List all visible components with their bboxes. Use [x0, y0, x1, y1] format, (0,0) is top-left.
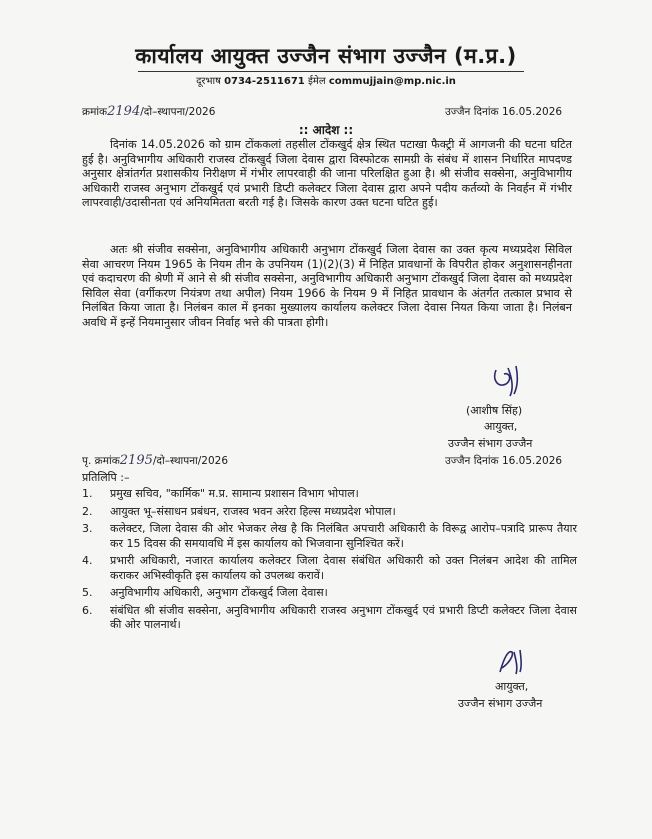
title-underline [138, 71, 524, 72]
list-item-text: संबंधित श्री संजीव सक्सेना, अनुविभागीय अधिकारी राजस्व अनुभाग टोंकखुर्द एवं प्रभारी डिप्टी कलेक्टर जिला देवास की ओर पालनार्थ। [110, 603, 577, 631]
list-item-number: 6. [82, 603, 93, 617]
order-ref-suffix: /दो–स्थापना/2026 [140, 106, 216, 118]
commissioner-signature [488, 364, 528, 400]
order-date-value: 16.05.2026 [501, 106, 563, 118]
copy-signatory-title: आयुक्त, [495, 680, 529, 693]
signatory-title: आयुक्त, [484, 420, 518, 433]
copy-date-label: उज्जैन दिनांक [445, 455, 499, 467]
list-item-text: कलेक्टर, जिला देवास की ओर भेजकर लेख है कि निलंबित अपचारी अधिकारी के विरूद्व आरोप–पत्रादि प्रारूप तैयार कर 15 दिवस की समयावधि में इस कार्यालय को भिजवाना सुनिश्चित करें। [110, 522, 577, 550]
list-item-text: प्रमुख सचिव, "कार्मिक" म.प्र. सामान्य प्रशासन विभाग भोपाल। [110, 487, 359, 500]
order-date-label: उज्जैन दिनांक [445, 106, 499, 118]
list-item-number: 4. [82, 554, 93, 567]
copy-list [82, 487, 577, 633]
list-item-text: अनुविभागीय अधिकारी, अनुभाग टोंकखुर्द जिला देवास। [110, 586, 328, 599]
office-title: कार्यालय आयुक्त उज्जैन संभाग उज्जैन (म.प्र.) [135, 44, 517, 68]
list-item-text: आयुक्त भू–संसाधन प्रबंधन, राजस्व भवन अरेरा हिल्स मध्यप्रदेश भोपाल। [110, 504, 396, 518]
list-item [82, 487, 577, 502]
copy-ref-prefix: पृ. क्रमांक [82, 455, 120, 467]
email-address: commujjain@mp.nic.in [328, 76, 456, 87]
copy-ref [82, 453, 228, 468]
signatory-office: उज्जैन संभाग उज्जैन [448, 437, 533, 450]
order-ref-number: 2194 [107, 104, 141, 119]
email-label: ईमेल [307, 76, 326, 87]
order-date [445, 105, 562, 119]
list-item [82, 554, 577, 583]
list-item [82, 505, 577, 520]
order-paragraph-1: दिनांक 14.05.2026 को ग्राम टोंककलां तहसील टोंकखुर्द क्षेत्र स्थित पटाखा फैक्ट्री में आगजनी की घटना घटित हुई है। अनुविभागीय अधिकारी राजस्व टोंकखुर्द जिला देवास द्वारा विस्फोटक सामग्री के संबंध में शासन निर्धारित मापदण्ड अनुसार क्षेत्रांतर्गत प्रशासकीय निरीक्षण में गंभीर लापरवाही की जाना परिलक्षित हुआ है। श्री संजीव सक्सेना, अनुविभागीय अधिकारी राजस्व अनुभाग टोंकखुर्द एवं प्रभारी डिप्टी कलेक्टर जिला देवास द्वारा अपने पदीय कर्तव्यो के निवर्हन में गंभीर लापरवाही/उदासीनता एवं अनियमितता बरती गई है। जिसके कारण उक्त घटना घटित हुई। [82, 138, 572, 210]
contact-line [0, 73, 652, 87]
order-paragraph-2: अतः श्री संजीव सक्सेना, अनुविभागीय अधिकारी अनुभाग टोंकखुर्द जिला देवास का उक्त कृत्य मध्यप्रदेश सिविल सेवा आचरण नियम 1965 के नियम तीन के उपनियम (1)(2)(3) में निहित प्रावधानों के विपरीत होकर अनुशासनहीनता एवं कदाचरण की श्रेणी में आने से श्री संजीव सक्सेना, अनुविभागीय अधिकारी अनुभाग टोंकखुर्द जिला देवास को मध्यप्रदेश सिविल सेवा (वर्गीकरण नियंत्रण तथा अपील) नियम 1966 के नियम 9 में निहित प्रावधान के अंतर्गत तत्काल प्रभाव से निलंबित किया जाता है। निलंबन काल में इनका मुख्यालय कार्यालय कलेक्टर जिला देवास नियत किया जाता है। निलंबन अवधि में इन्हें नियमानुसार जीवन निर्वाह भत्ते की पात्रता होगी। [82, 243, 572, 329]
copy-date [445, 454, 562, 468]
list-item-text: प्रभारी अधिकारी, नजारत कार्यालय कलेक्टर जिला देवास संबंधित अधिकारी को उक्त निलंबन आदेश की तामिल कराकर अभिस्वीकृति इस कार्यालय को उपलब्ध करावें। [110, 554, 577, 582]
copy-ref-suffix: /दो–स्थापना/2026 [152, 455, 229, 467]
order-heading: :: आदेश :: [298, 123, 354, 137]
list-item-number: 1. [82, 487, 93, 500]
order-ref-prefix: क्रमांक [82, 106, 108, 118]
order-ref [82, 104, 215, 119]
list-item-number: 2. [82, 504, 93, 518]
list-item [82, 604, 577, 633]
copy-signatory-office: उज्जैन संभाग उज्जैन [458, 697, 543, 710]
signatory-name: (आशीष सिंह) [466, 404, 523, 417]
copy-date-value: 16.05.2026 [501, 455, 563, 467]
phone-label: दूरभाष [196, 76, 221, 87]
phone-number: 0734-2511671 [224, 76, 305, 87]
copy-ref-number: 2195 [119, 453, 153, 468]
list-item-number: 3. [82, 522, 93, 535]
list-item-number: 5. [82, 586, 93, 599]
copy-label: प्रतिलिपि :– [82, 471, 130, 484]
copy-signature [494, 646, 528, 678]
list-item [82, 522, 577, 551]
list-item [82, 586, 577, 601]
